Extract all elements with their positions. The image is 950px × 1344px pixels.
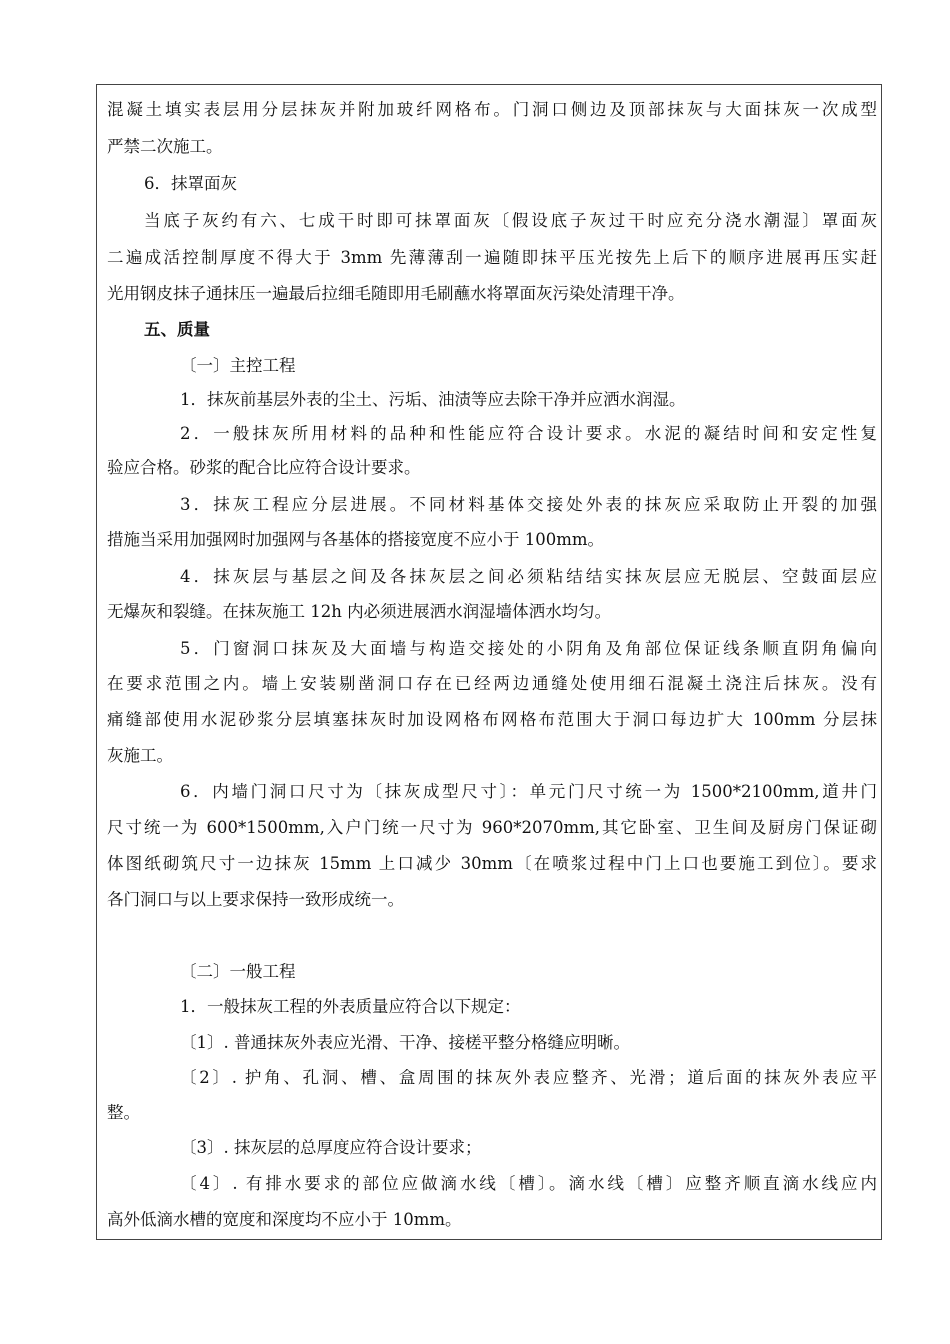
text-line: 灰施工。 [107, 746, 173, 765]
text-line: 2．一般抹灰所用材料的品种和性能应符合设计要求。水泥的凝结时间和安定性复 [180, 424, 877, 443]
text-line: 6．内墙门洞口尺寸为〔抹灰成型尺寸〕：单元门尺寸统一为 1500*2100mm,道井门 [180, 782, 877, 801]
text-line: 措施当采用加强网时加强网与各基体的搭接宽度不应小于 100mm。 [107, 530, 605, 549]
text-line: 体图纸砌筑尺寸一边抹灰 15mm 上口减少 30mm〔在喷浆过程中门上口也要施工到位〕。要求 [107, 854, 877, 873]
text-line: 在要求范围之内。墙上安装剔凿洞口存在已经两边通缝处使用细石混凝土浇注后抹灰。没有 [107, 674, 877, 693]
text-line: 整。 [107, 1103, 140, 1122]
chapter-heading: 五、质量 [144, 320, 210, 339]
text-line: 〔3〕. 抹灰层的总厚度应符合设计要求； [180, 1138, 482, 1157]
text-line: 无爆灰和裂缝。在抹灰施工 12h 内必须进展洒水润湿墙体洒水均匀。 [107, 602, 612, 621]
text-line: 3．抹灰工程应分层进展。不同材料基体交接处外表的抹灰应采取防止开裂的加强 [180, 495, 877, 514]
subsection-heading: 〔一〕主控工程 [180, 356, 296, 375]
text-line: 4．抹灰层与基层之间及各抹灰层之间必须粘结结实抹灰层应无脱层、空鼓面层应 [180, 567, 877, 586]
text-line: 1．一般抹灰工程的外表质量应符合以下规定： [180, 997, 521, 1016]
section-heading: 6．抹罩面灰 [144, 174, 237, 193]
text-line: 光用钢皮抹子通抹压一遍最后拉细毛随即用毛刷蘸水将罩面灰污染处清理干净。 [107, 284, 685, 303]
text-line: 〔4〕. 有排水要求的部位应做滴水线〔槽〕。滴水线〔槽〕应整齐顺直滴水线应内 [180, 1174, 877, 1193]
text-line: 痛缝部使用水泥砂浆分层填塞抹灰时加设网格布网格布范围大于洞口每边扩大 100mm 分层抹 [107, 710, 877, 729]
text-line: 5．门窗洞口抹灰及大面墙与构造交接处的小阴角及角部位保证线条顺直阴角偏向 [180, 639, 877, 658]
text-line: 高外低滴水槽的宽度和深度均不应小于 10mm。 [107, 1210, 462, 1229]
text-line: 严禁二次施工。 [107, 137, 223, 156]
text-line: 混凝土填实表层用分层抹灰并附加玻纤网格布。门洞口侧边及顶部抹灰与大面抹灰一次成型 [107, 100, 877, 119]
text-line: 〔1〕. 普通抹灰外表应光滑、干净、接槎平整分格缝应明晰。 [180, 1033, 630, 1052]
text-line: 二遍成活控制厚度不得大于 3mm 先薄薄刮一遍随即抹平压光按先上后下的顺序进展再压实赶 [107, 248, 877, 267]
text-line: 验应合格。砂浆的配合比应符合设计要求。 [107, 458, 421, 477]
subsection-heading: 〔二〕一般工程 [180, 962, 296, 981]
text-line: 〔2〕. 护角、孔洞、槽、盒周围的抹灰外表应整齐、光滑；道后面的抹灰外表应平 [180, 1068, 877, 1087]
text-line: 1．抹灰前基层外表的尘土、污垢、油渍等应去除干净并应洒水润湿。 [180, 390, 686, 409]
text-line: 尺寸统一为 600*1500mm,入户门统一尺寸为 960*2070mm,其它卧室、卫生间及厨房门保证砌 [107, 818, 877, 837]
text-line: 当底子灰约有六、七成干时即可抹罩面灰〔假设底子灰过干时应充分浇水潮湿〕罩面灰 [144, 211, 877, 230]
text-line: 各门洞口与以上要求保持一致形成统一。 [107, 890, 404, 909]
